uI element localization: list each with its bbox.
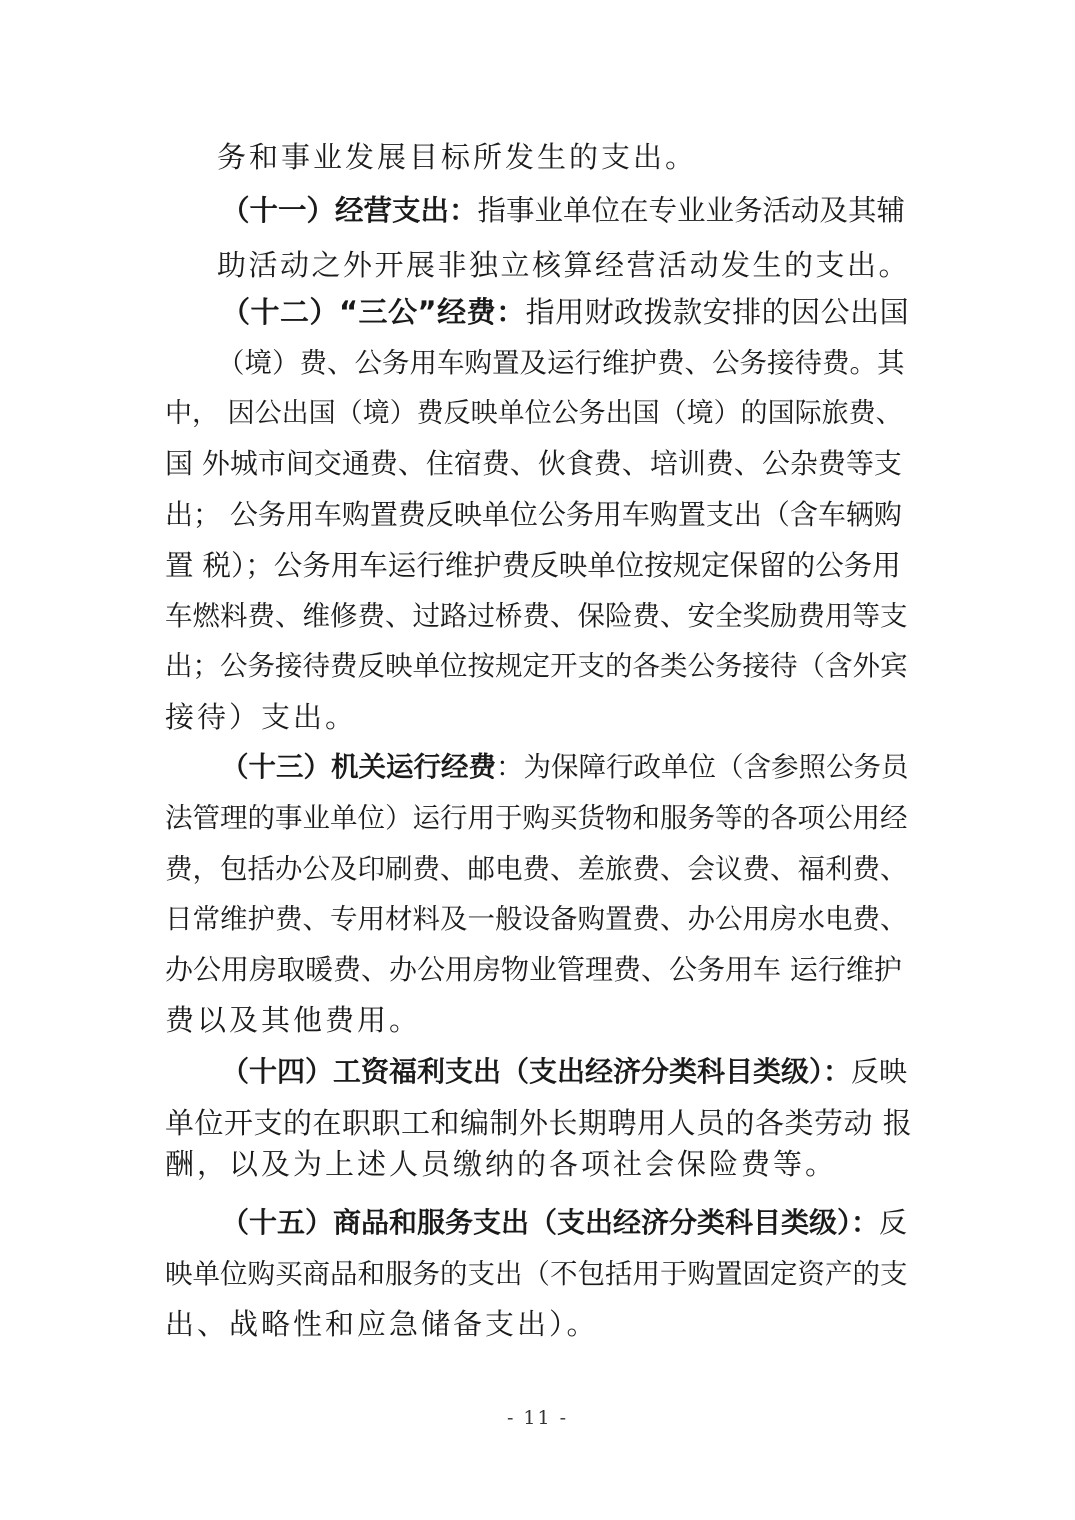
- text-line: [221, 1205, 907, 1241]
- paragraph-text: 指用财政拨款安排的因公出国: [525, 295, 910, 329]
- text-line: [217, 139, 697, 175]
- paragraph-text: 助活动之外开展非独立核算经营活动发生的支出。: [217, 248, 911, 282]
- text-line: [165, 1105, 912, 1141]
- paragraph-text: 出、战略性和应急储备支出）。: [165, 1307, 599, 1341]
- paragraph-text: 务和事业发展目标所发生的支出。: [217, 140, 698, 174]
- paragraph-text: 中， 因公出国（境）费反映单位公务出国（境）的国际旅费、: [165, 398, 903, 429]
- section-heading: （十二）“三公”经费：: [221, 295, 526, 329]
- paragraph-text: （境）费、公务用车购置及运行维护费、公务接待费。其: [217, 347, 905, 379]
- text-line: [217, 247, 910, 283]
- section-heading: （十五）商品和服务支出（支出经济分类科目类级）：: [221, 1206, 880, 1239]
- section-heading: （十四）工资福利支出（支出经济分类科目类级）：: [221, 1055, 852, 1088]
- text-line: [165, 1256, 908, 1292]
- paragraph-text: 酬，以及为上述人员缴纳的各项社会保险费等。: [165, 1147, 838, 1181]
- paragraph-text: 车燃料费、维修费、过路过桥费、保险费、安全奖励费用等支: [165, 600, 908, 632]
- paragraph-text: 办公用房取暖费、办公用房物业管理费、公务用车 运行维护: [165, 953, 902, 986]
- paragraph-text: 费，包括办公及印刷费、邮电费、差旅费、会议费、福利费、: [165, 853, 908, 885]
- section-heading: （十一）经营支出：: [221, 194, 478, 227]
- paragraph-text: 置 税）；公务用车运行维护费反映单位按规定保留的公务用: [165, 549, 901, 582]
- text-line: [165, 1306, 599, 1342]
- text-line: [165, 548, 901, 584]
- text-line: [221, 1054, 907, 1090]
- text-line: [165, 446, 902, 482]
- text-line: [221, 749, 909, 785]
- paragraph-text: 映单位购买商品和服务的支出（不包括用于购置固定资产的支: [165, 1258, 908, 1290]
- paragraph-text: ：为保障行政单位（含参照公务员: [496, 751, 909, 783]
- paragraph-text: 接待）支出。: [165, 700, 358, 734]
- text-line: [165, 800, 908, 836]
- text-line: [221, 294, 909, 330]
- page-number: - 11 -: [506, 1407, 569, 1429]
- text-line: [165, 901, 908, 937]
- text-line: [165, 497, 902, 533]
- paragraph-text: 单位开支的在职职工和编制外长期聘用人员的各类劳动 报: [165, 1106, 913, 1140]
- paragraph-text: 日常维护费、专用材料及一般设备购置费、办公用房水电费、: [165, 903, 908, 935]
- paragraph-text: 出； 公务用车购置费反映单位公务用车购置支出（含车辆购: [165, 498, 902, 531]
- text-line: [165, 1146, 837, 1182]
- section-heading: （十三）机关运行经费: [221, 751, 496, 783]
- text-line: [165, 952, 902, 988]
- text-line: [165, 851, 908, 887]
- text-line: [217, 345, 905, 381]
- text-line: [221, 193, 905, 229]
- paragraph-text: 国 外城市间交通费、住宿费、伙食费、培训费、公杂费等支: [165, 447, 902, 480]
- paragraph-text: 指事业单位在专业业务活动及其辅: [477, 194, 906, 227]
- paragraph-text: 反: [879, 1206, 908, 1239]
- text-line: [165, 648, 908, 684]
- text-line: [165, 396, 903, 432]
- text-line: [165, 1002, 421, 1038]
- paragraph-text: 法管理的事业单位）运行用于购买货物和服务等的各项公用经: [165, 802, 908, 834]
- paragraph-text: 出；公务接待费反映单位按规定开支的各类公务接待（含外宾: [165, 650, 908, 682]
- text-line: [165, 598, 908, 634]
- paragraph-text: 反映: [851, 1055, 908, 1088]
- paragraph-text: 费以及其他费用。: [165, 1003, 422, 1037]
- text-line: [165, 699, 357, 735]
